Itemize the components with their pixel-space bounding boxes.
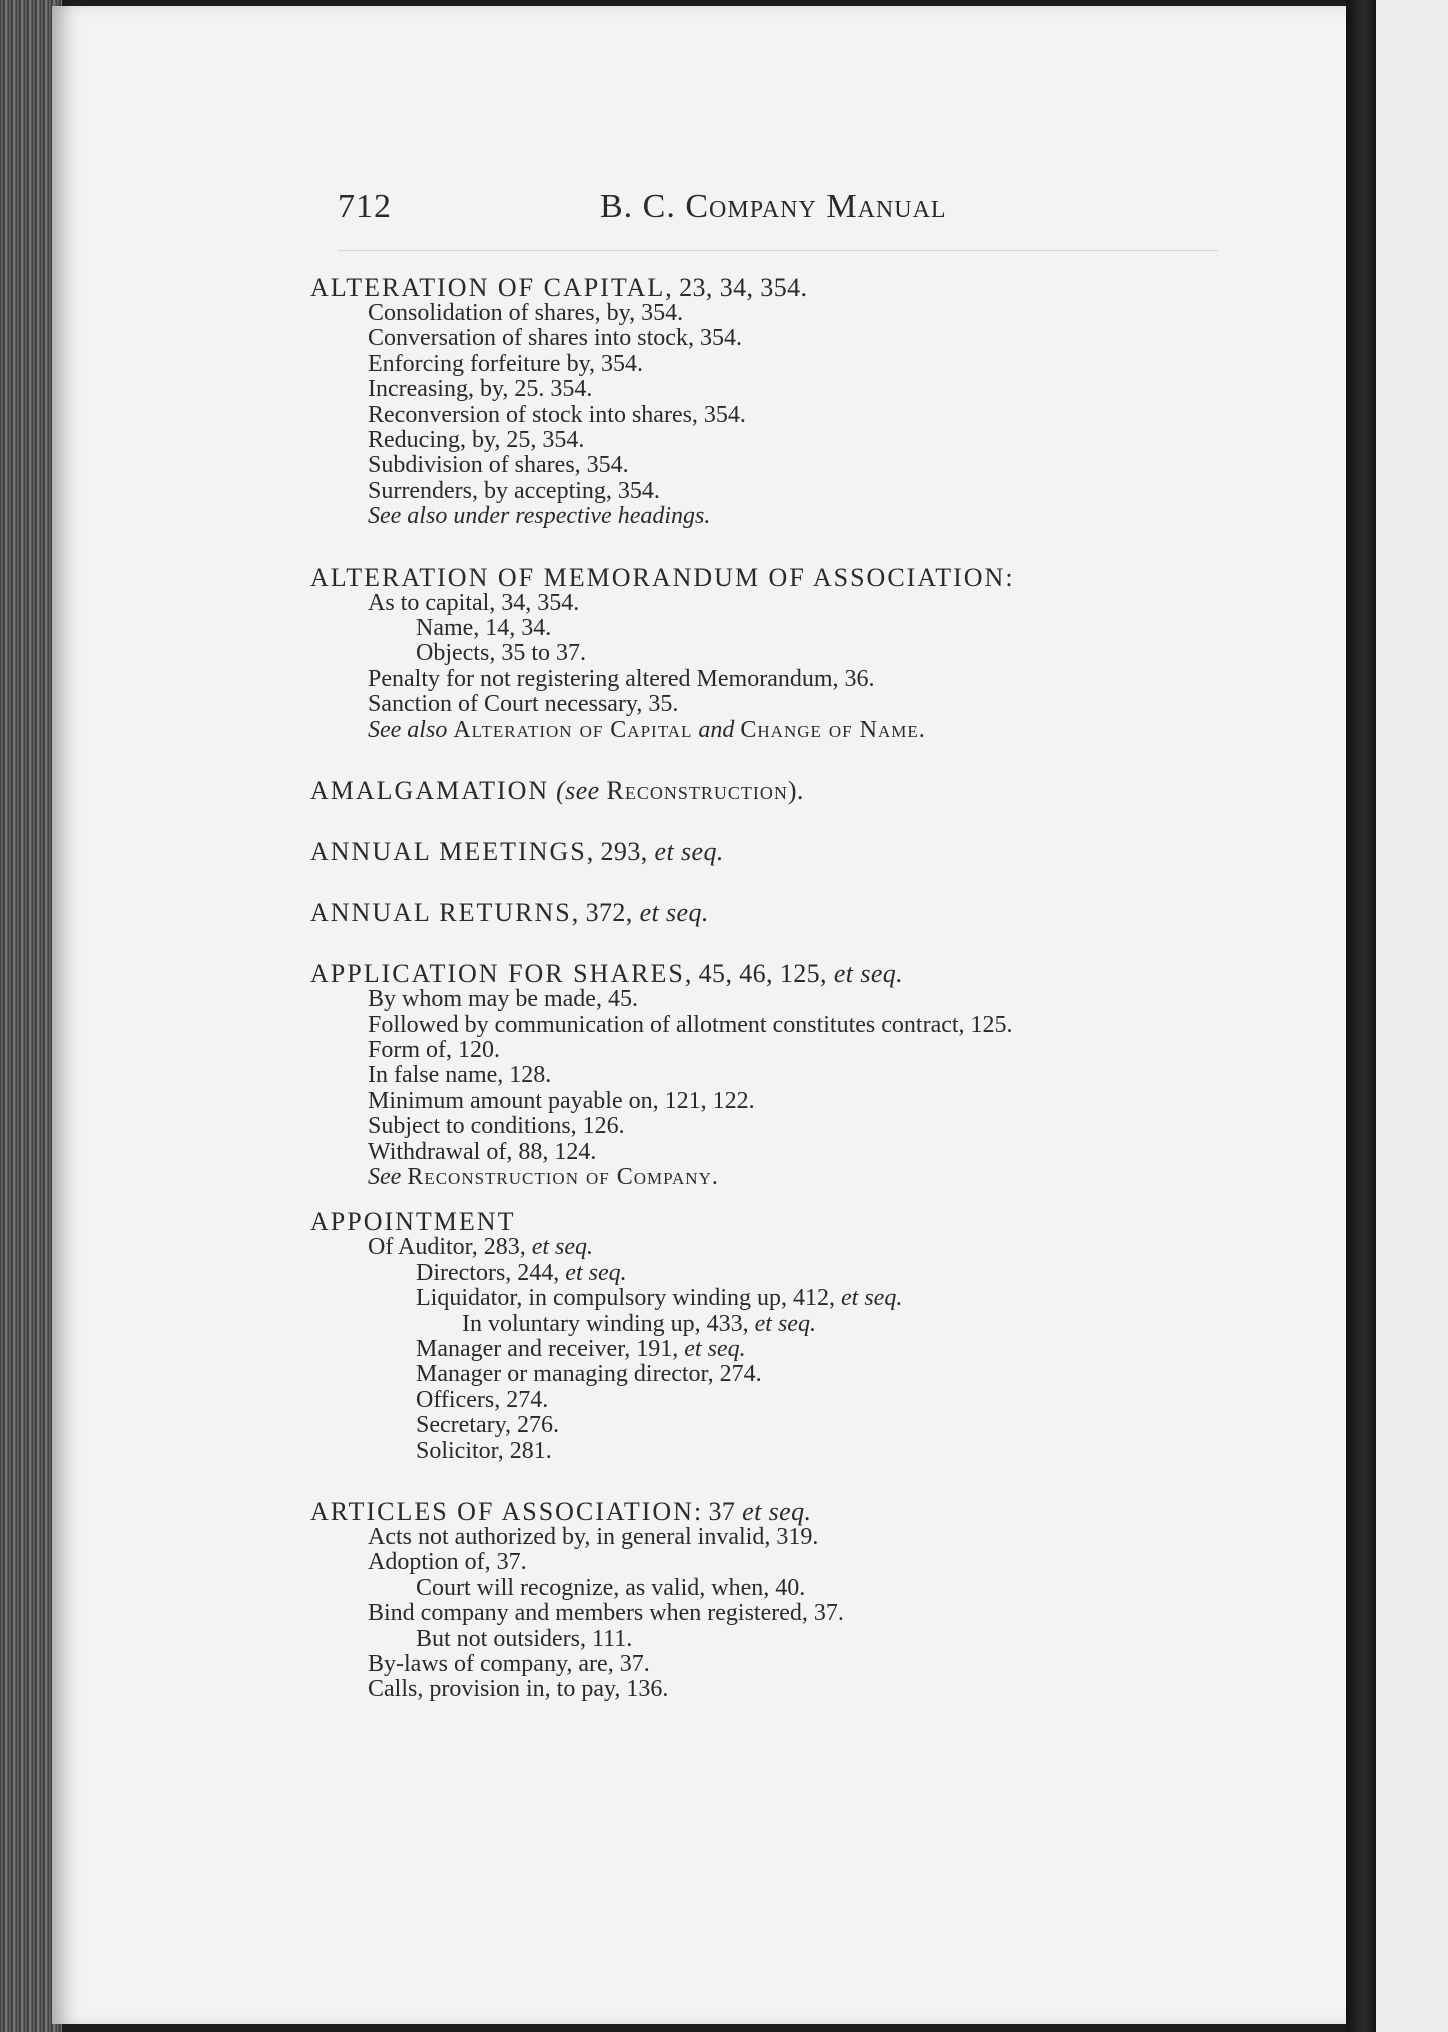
index-entry-alteration-of-capital <box>310 274 1210 530</box>
running-title: B. C. Company Manual <box>600 188 947 225</box>
subentry: Minimum amount payable on, 121, 122. <box>368 1087 755 1114</box>
index-entry-annual-meetings <box>310 838 1210 865</box>
see-also-ref: Alteration of Capital <box>453 716 693 743</box>
subentry: Acts not authorized by, in general invalid, 319. <box>368 1524 819 1550</box>
subentry: Adoption of, 37. <box>368 1549 527 1576</box>
subentry: By whom may be made, 45. <box>368 986 638 1013</box>
see-also <box>310 1165 1210 1190</box>
et-seq: et seq. <box>684 1335 746 1362</box>
subentry: Officers, 274. <box>416 1386 549 1413</box>
subentry: Name, 14, 34. <box>416 615 552 642</box>
et-seq: et seq. <box>841 1285 903 1312</box>
see-also <box>310 718 1210 743</box>
subentry <box>310 1261 1210 1286</box>
heading-term: ANNUAL MEETINGS <box>310 837 587 867</box>
subentry: Reconversion of stock into shares, 354. <box>368 401 746 428</box>
running-head <box>338 188 1218 238</box>
subentry-text: Liquidator, in compulsory winding up, 412, <box>416 1285 836 1312</box>
see-suffix: ). <box>787 776 804 806</box>
subentry: In false name, 128. <box>368 1062 552 1089</box>
see-prefix: See <box>368 1163 402 1190</box>
entry-heading <box>310 960 1210 987</box>
subentry-text: Manager and receiver, 191, <box>416 1335 679 1362</box>
page-number: 712 <box>338 188 392 225</box>
et-seq: et seq. <box>654 837 724 867</box>
heading-pages: : 37 <box>693 1497 736 1526</box>
subentry: Penalty for not registering altered Memorandum, 36. <box>368 665 875 692</box>
facing-page-edge <box>1376 0 1448 2032</box>
see-also: See also under respective headings. <box>368 503 711 530</box>
subentry: Court will recognize, as valid, when, 40. <box>416 1574 806 1601</box>
heading-term: ALTERATION OF CAPITAL <box>310 273 666 302</box>
subentry: Enforcing forfeiture by, 354. <box>368 350 644 377</box>
header-rule <box>338 250 1218 251</box>
subentry: Subdivision of shares, 354. <box>368 452 629 479</box>
heading-term: ALTERATION OF MEMORANDUM OF ASSOCIATION <box>310 562 1006 592</box>
subentry: Sanction of Court necessary, 35. <box>368 691 679 718</box>
et-seq: et seq. <box>742 1497 812 1526</box>
see-also-prefix: See also <box>368 716 448 743</box>
heading-pages: , 293, <box>586 837 648 867</box>
et-seq: et seq. <box>639 898 709 928</box>
subentry-text: Directors, 244, <box>416 1259 560 1286</box>
heading-pages: : <box>1005 562 1013 592</box>
entry-heading <box>310 564 1210 591</box>
subentry-text: Of Auditor, 283, <box>368 1234 526 1261</box>
entry-heading <box>310 777 1210 804</box>
entry-heading <box>310 899 1210 926</box>
heading-pages: , 372, <box>571 898 633 928</box>
see-also-and: and <box>698 716 735 743</box>
subentry <box>310 1337 1210 1362</box>
see-prefix: (see <box>556 776 600 806</box>
subentry: By-laws of company, are, 37. <box>368 1651 650 1678</box>
heading-term: ANNUAL RETURNS <box>310 898 572 928</box>
index-entry-annual-returns <box>310 899 1210 926</box>
entry-heading <box>310 1208 1210 1235</box>
see-ref: Reconstruction <box>606 776 788 806</box>
subentry: Consolidation of shares, by, 354. <box>368 300 684 326</box>
index-body <box>310 274 1210 1703</box>
heading-term: AMALGAMATION <box>310 776 550 806</box>
subentry <box>310 1235 1210 1260</box>
subentry: Objects, 35 to 37. <box>416 640 586 667</box>
heading-term: APPOINTMENT <box>310 1207 516 1237</box>
see-also-ref: Change of Name. <box>740 716 926 743</box>
heading-term: ARTICLES OF ASSOCIATION <box>310 1497 694 1526</box>
entry-heading <box>310 1498 1210 1525</box>
heading-pages: , 23, 34, 354. <box>665 273 808 302</box>
index-entry-alteration-of-memorandum <box>310 564 1210 743</box>
subentry: But not outsiders, 111. <box>416 1625 633 1652</box>
subentry: Secretary, 276. <box>416 1412 560 1439</box>
subentry: As to capital, 34, 354. <box>368 589 580 616</box>
subentry: Manager or managing director, 274. <box>416 1361 762 1388</box>
et-seq: et seq. <box>531 1234 594 1261</box>
index-entry-appointment <box>310 1208 1210 1464</box>
index-entry-articles-of-association <box>310 1498 1210 1703</box>
index-entry-application-for-shares <box>310 960 1210 1190</box>
subentry-text: In voluntary winding up, 433, <box>462 1310 749 1337</box>
subentry: Followed by communication of allotment constitutes contract, 125. <box>368 1011 1013 1038</box>
heading-pages: , 45, 46, 125, <box>684 959 827 989</box>
et-seq: et seq. <box>833 959 904 989</box>
subentry <box>310 1312 1210 1337</box>
subentry: Withdrawal of, 88, 124. <box>368 1138 597 1165</box>
et-seq: et seq. <box>754 1310 816 1337</box>
see-ref: Reconstruction of Company. <box>407 1163 719 1190</box>
heading-term: APPLICATION FOR SHARES <box>310 959 685 989</box>
book-gutter <box>1346 0 1376 2032</box>
subentry: Form of, 120. <box>368 1036 500 1063</box>
subentry: Calls, provision in, to pay, 136. <box>368 1676 669 1703</box>
subentry: Solicitor, 281. <box>416 1437 552 1464</box>
entry-heading <box>310 838 1210 865</box>
index-entry-amalgamation <box>310 777 1210 804</box>
subentry: Subject to conditions, 126. <box>368 1113 625 1140</box>
subentry: Reducing, by, 25, 354. <box>368 427 585 454</box>
subentry: Conversation of shares into stock, 354. <box>368 325 742 352</box>
subentry: Increasing, by, 25. 354. <box>368 376 593 403</box>
subentry: Surrenders, by accepting, 354. <box>368 477 660 504</box>
et-seq: et seq. <box>565 1259 627 1286</box>
subentry <box>310 1286 1210 1311</box>
entry-heading <box>310 274 1210 301</box>
subentry: Bind company and members when registered, 37. <box>368 1600 844 1627</box>
